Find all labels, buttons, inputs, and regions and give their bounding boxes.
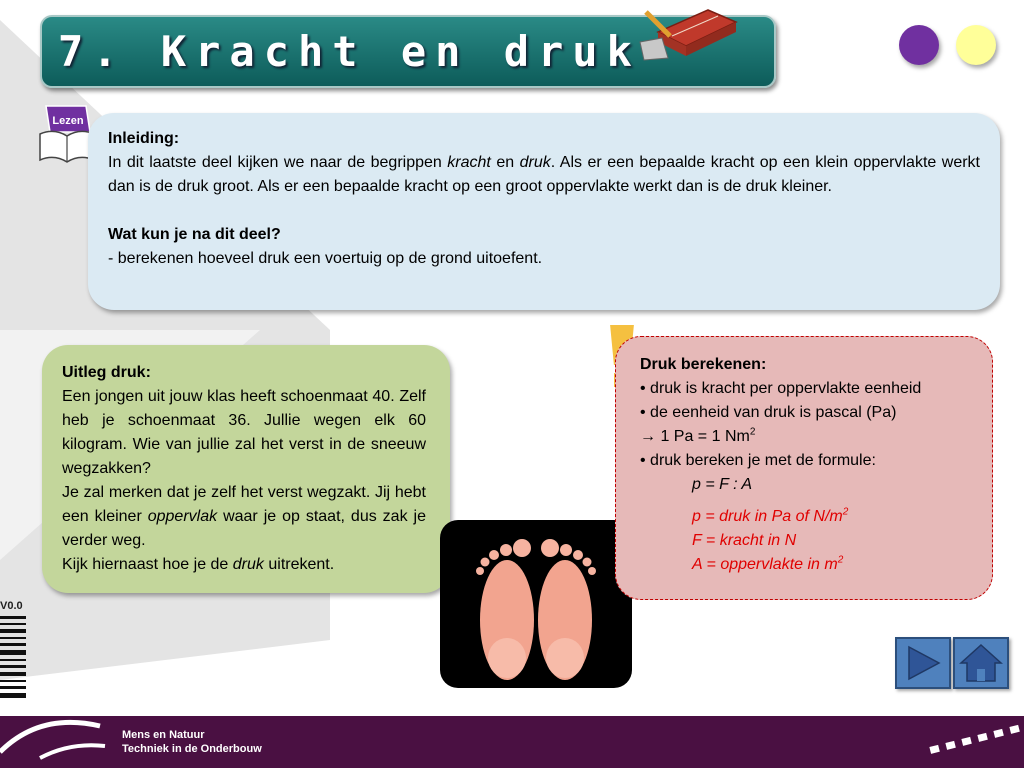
berekenen-heading: Druk berekenen: bbox=[640, 356, 767, 373]
goal-item: - berekenen hoeveel druk een voertuig op de grond uitoefent. bbox=[108, 250, 543, 267]
berekenen-bullet-3: • druk bereken je met de formule: bbox=[640, 452, 876, 469]
uitleg-answer: Je zal merken dat je zelf het verst wegzakt. Jij hebt een kleiner oppervlak waar je op staat, dus zak je verder weg. bbox=[62, 484, 426, 549]
next-arrow-icon bbox=[897, 639, 949, 687]
footer-text bbox=[122, 728, 262, 756]
definition-p: p = druk in Pa of $N/m^2$ bbox=[692, 506, 849, 525]
uitleg-hint: Kijk hiernaast hoe je de druk uitrekent. bbox=[62, 556, 335, 573]
berekenen-bullet-1: • druk is kracht per oppervlakte eenheid bbox=[640, 380, 922, 397]
footer-line-1: Mens en Natuur bbox=[122, 729, 205, 741]
purple-dot-icon bbox=[899, 25, 939, 65]
uitleg-heading: Uitleg druk: bbox=[62, 364, 151, 381]
berekenen-bullet-2: • de eenheid van druk is pascal (Pa) bbox=[640, 404, 897, 421]
goal-heading: Wat kun je na dit deel? bbox=[108, 226, 281, 243]
berekenen-unit: → 1 Pa = 1 Nm$^2$ bbox=[640, 426, 756, 445]
lezen-label: Lezen bbox=[52, 115, 84, 127]
brick-trowel-icon bbox=[638, 2, 743, 64]
uitleg-question: Een jongen uit jouw klas heeft schoenmaat 40. Zelf heb je schoenmaat 36. Jullie wegen elk 60 kilogram. Wie van jullie zal het verst in de sneeuw wegzakken? bbox=[62, 388, 426, 477]
intro-heading: Inleiding: bbox=[108, 130, 180, 147]
home-icon bbox=[955, 639, 1007, 687]
version-label: V0.0 bbox=[0, 600, 23, 612]
footer-line-2: Techniek in de Onderbouw bbox=[122, 743, 262, 755]
barcode-icon bbox=[0, 616, 26, 706]
definition-f: F = kracht in N bbox=[692, 532, 797, 549]
feet-photo bbox=[440, 520, 632, 688]
uitleg-panel bbox=[42, 345, 450, 593]
formula: p = F : A bbox=[692, 476, 753, 493]
intro-text: In dit laatste deel kijken we naar de begrippen kracht en druk. Als er een bepaalde kracht op een klein oppervlakte werkt dan is de druk groot. Als er een bepaalde kracht op een groot oppervlakte werkt dan is de druk kleiner. bbox=[108, 154, 981, 195]
home-button[interactable] bbox=[953, 637, 1009, 689]
intro-panel bbox=[88, 113, 1000, 310]
definition-a: A = oppervlakte in $m^2$ bbox=[692, 554, 844, 573]
next-button[interactable] bbox=[895, 637, 951, 689]
berekenen-panel bbox=[615, 336, 993, 600]
yellow-dot-icon bbox=[956, 25, 996, 65]
page-title: 7. Kracht en druk bbox=[58, 27, 641, 76]
